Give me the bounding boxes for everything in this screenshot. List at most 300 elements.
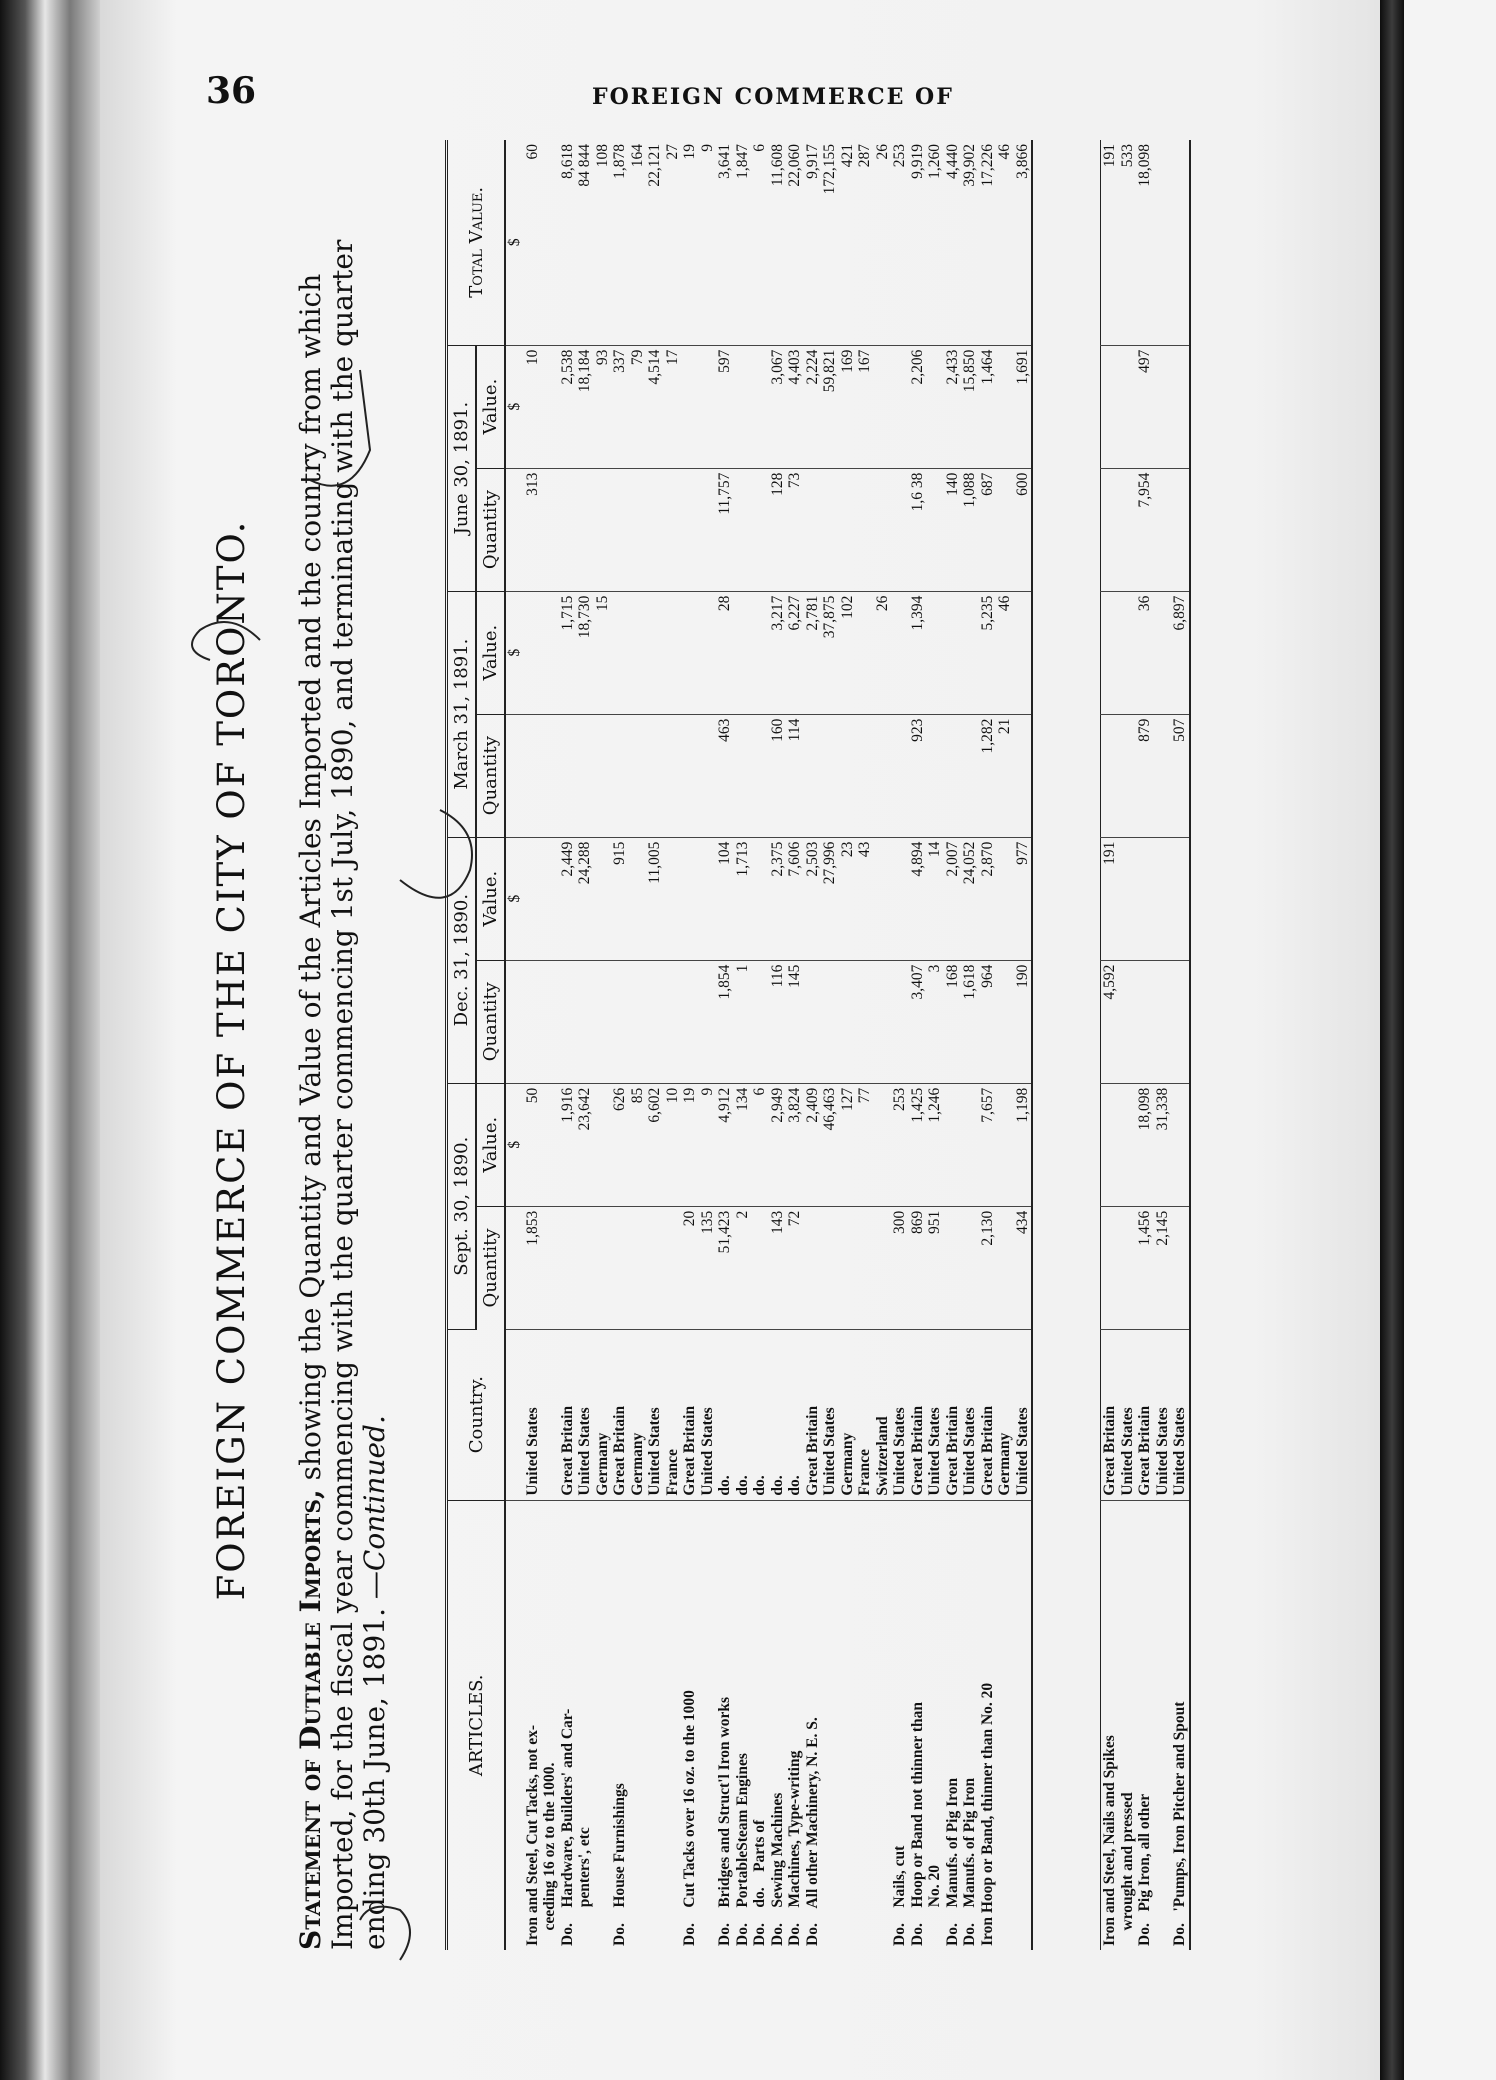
total-value-cell: 253 [891,140,909,345]
quantity-cell [734,714,752,837]
country-cell: United States [576,1329,594,1500]
table-row [541,140,559,1950]
total-value-cell: 19 [681,140,699,345]
quantity-cell [891,960,909,1083]
quantity-cell [734,468,752,591]
quantity-cell: 879 [1136,714,1154,837]
quantity-cell [664,1206,682,1329]
value-cell: 1,713 [734,837,752,960]
quantity-cell: 11,757 [716,468,734,591]
quantity-cell [804,1206,822,1329]
article-cell: Do. House Furnishings [611,1783,628,1946]
value-cell: 4,403 [786,345,804,468]
value-header: Value. [476,345,505,468]
article-cell: Do. Pig Iron, all other [1136,1793,1153,1946]
value-cell: 2,449 [559,837,577,960]
article-cell: Do. Manufs. of Pig Iron [943,1777,961,1946]
table-row [699,140,717,1950]
country-cell: Great Britain [944,1329,962,1500]
quantity-cell: 1,088 [961,468,979,591]
page-gutter [1380,0,1404,2080]
value-cell [944,1083,962,1206]
value-cell [1119,837,1137,960]
value-cell: 37,875 [821,591,839,714]
total-value-cell: 18,098 [1136,140,1154,345]
total-value-cell: 22,121 [646,140,664,345]
value-cell [699,345,717,468]
quantity-header: Quantity [476,468,505,591]
quantity-cell [874,468,892,591]
value-cell: 169 [839,345,857,468]
country-cell: United States [1154,1329,1172,1500]
value-cell [961,591,979,714]
value-header: Value. [476,837,505,960]
total-value-cell: 6 [751,140,769,345]
quantity-cell [681,714,699,837]
table-row [629,140,647,1950]
value-cell [681,345,699,468]
dollar-sign: $ [505,1083,524,1206]
quantity-cell [611,468,629,591]
quantity-cell [646,960,664,1083]
table-row [734,140,752,1950]
quantity-header: Quantity [476,960,505,1083]
quantity-cell: 434 [1014,1206,1033,1329]
country-cell: Great Britain [979,1329,997,1500]
total-value-cell: 533 [1119,140,1137,345]
article-cell: Do. Manufs. of Pig Iron [961,1777,978,1946]
table-row [979,140,997,1950]
value-cell [734,591,752,714]
value-cell: 134 [734,1083,752,1206]
statement-paragraph [295,150,391,1950]
value-cell [996,837,1014,960]
country-cell: United States [646,1329,664,1500]
quantity-cell [594,960,612,1083]
quantity-cell [1171,1206,1190,1329]
quantity-cell [1014,714,1033,837]
value-cell: 104 [716,837,734,960]
quantity-cell [751,468,769,591]
value-cell [856,591,874,714]
country-cell: United States [1014,1329,1033,1500]
quantity-cell [961,1206,979,1329]
quantity-cell [891,468,909,591]
country-cell: Great Britain [1101,1329,1119,1500]
value-cell: 11,005 [646,837,664,960]
quantity-cell [629,714,647,837]
value-cell: 2,206 [909,345,927,468]
value-cell [629,837,647,960]
quantity-cell [874,714,892,837]
article-cell: Do. 'Pumps, Iron Pitcher and Spout [1171,1701,1188,1946]
value-cell [891,591,909,714]
value-cell: 127 [839,1083,857,1206]
quantity-cell [751,960,769,1083]
table-row [576,140,594,1950]
article-cell [874,1500,892,1950]
value-cell: 77 [856,1083,874,1206]
value-cell [541,591,559,714]
total-value-cell: 9,917 [804,140,822,345]
quantity-cell: 1,853 [524,1206,542,1329]
article-cell [1014,1500,1033,1950]
table-row [594,140,612,1950]
value-cell: 7,606 [786,837,804,960]
value-cell: 23,642 [576,1083,594,1206]
value-cell: 18,098 [1136,1083,1154,1206]
country-cell: do. [769,1329,787,1500]
total-value-cell: 1,847 [734,140,752,345]
value-cell [629,591,647,714]
quantity-cell: 3 [926,960,944,1083]
quantity-cell: 869 [909,1206,927,1329]
quantity-cell [1119,468,1137,591]
quantity-cell [559,1206,577,1329]
quantity-cell: 600 [1014,468,1033,591]
country-cell: Great Britain [804,1329,822,1500]
country-cell: do. [716,1329,734,1500]
article-cell: Do. Nails, cut [891,1845,908,1946]
quantity-cell: 20 [681,1206,699,1329]
table-row [891,140,909,1950]
quantity-cell [699,468,717,591]
quantity-cell: 687 [979,468,997,591]
quantity-cell [821,960,839,1083]
value-cell [1101,591,1119,714]
total-value-cell: 27 [664,140,682,345]
quantity-cell [926,714,944,837]
table-row [1171,140,1190,1950]
quantity-cell: 72 [786,1206,804,1329]
value-cell: 85 [629,1083,647,1206]
value-cell: 4,912 [716,1083,734,1206]
total-value-cell: 287 [856,140,874,345]
article-cell [629,1500,647,1950]
table-row [804,140,822,1950]
quantity-cell [629,1206,647,1329]
country-cell: United States [926,1329,944,1500]
quantity-cell [1101,1206,1119,1329]
country-cell: Germany [629,1329,647,1500]
quantity-cell: 73 [786,468,804,591]
quantity-cell [559,468,577,591]
quantity-cell: 114 [786,714,804,837]
total-value-cell: 4,440 [944,140,962,345]
value-cell: 6,897 [1171,591,1190,714]
country-cell: Great Britain [611,1329,629,1500]
value-cell [594,837,612,960]
quantity-cell [839,714,857,837]
statement-lead: Statement of Dutiable Imports, [294,1489,327,1950]
total-header: Total Value. [447,140,506,345]
quantity-cell [681,960,699,1083]
article-cell: Do. Machines, Type-writing [786,1750,803,1946]
quantity-cell [856,468,874,591]
article-cell: Iron Hoop or Band, thinner than No. 20 [978,1682,996,1946]
dollar-sign: $ [505,591,524,714]
value-cell [1154,837,1172,960]
quantity-cell [524,960,542,1083]
quantity-cell [629,960,647,1083]
quantity-cell [996,468,1014,591]
country-cell: Germany [839,1329,857,1500]
value-cell: 9 [699,1083,717,1206]
value-cell [681,837,699,960]
quantity-cell: 923 [909,714,927,837]
value-cell: 31,338 [1154,1083,1172,1206]
quantity-cell [541,468,559,591]
total-value-cell: 46 [996,140,1014,345]
value-cell [751,591,769,714]
quantity-cell: 951 [926,1206,944,1329]
value-cell: 4,514 [646,345,664,468]
country-cell: Germany [996,1329,1014,1500]
value-cell [699,837,717,960]
quantity-cell [821,714,839,837]
article-cell [856,1500,874,1950]
dollar-sign: $ [505,345,524,468]
article-cell: No. 20 [926,1865,943,1946]
quantity-cell [839,960,857,1083]
table-row [769,140,787,1950]
quantity-cell: 1,456 [1136,1206,1154,1329]
value-cell: 18,184 [576,345,594,468]
quantity-cell [576,714,594,837]
value-cell: 26 [874,591,892,714]
quarter-header: March 31, 1891. [447,591,477,837]
article-cell: Do. Hoop or Band not thinner than [908,1701,926,1946]
value-cell [646,591,664,714]
value-cell [664,837,682,960]
quantity-cell [699,960,717,1083]
value-cell: 1,425 [909,1083,927,1206]
total-value-cell: 11,608 [769,140,787,345]
quantity-cell: 313 [524,468,542,591]
value-cell: 23 [839,837,857,960]
book-page [100,0,1380,2080]
total-value-cell: 60 [524,140,542,345]
article-cell: Do. All other Machinery, N. E. S. [803,1717,821,1946]
statement-continued: —Continued. [358,1415,391,1600]
value-cell [1119,591,1137,714]
quantity-header: Quantity [476,714,505,837]
value-cell: 1,916 [559,1083,577,1206]
total-value-cell: 26 [874,140,892,345]
quantity-cell: 190 [1014,960,1033,1083]
total-value-cell: 164 [629,140,647,345]
quantity-cell: 1 [734,960,752,1083]
quantity-cell [594,468,612,591]
value-cell: 253 [891,1083,909,1206]
table-row [611,140,629,1950]
article-cell [646,1500,664,1950]
value-cell [1014,591,1033,714]
value-cell: 6,227 [786,591,804,714]
value-cell: 2,781 [804,591,822,714]
article-cell: Do. Cut Tacks over 16 oz. to the 1000 [681,1690,698,1946]
value-cell: 15 [594,591,612,714]
table-row [1014,140,1033,1950]
quantity-cell: 463 [716,714,734,837]
value-cell [594,1083,612,1206]
value-cell [891,345,909,468]
country-cell: United States [524,1329,542,1500]
total-value-cell: 9 [699,140,717,345]
article-cell [839,1500,857,1950]
value-cell: 27,996 [821,837,839,960]
quantity-cell: 300 [891,1206,909,1329]
article-cell [1154,1500,1172,1950]
value-cell [1171,837,1190,960]
quantity-cell [804,468,822,591]
book-binding [0,0,100,2080]
article-cell: Do. Sewing Machines [768,1792,786,1946]
table-row [751,140,769,1950]
value-cell [961,1083,979,1206]
value-cell [926,591,944,714]
quantity-cell [629,468,647,591]
quantity-cell [576,1206,594,1329]
imports-table [445,140,1033,1950]
country-cell: France [664,1329,682,1500]
country-cell: Switzerland [874,1329,892,1500]
quantity-cell [944,714,962,837]
table-row [961,140,979,1950]
value-cell: 1,198 [1014,1083,1033,1206]
value-cell: 167 [856,345,874,468]
value-cell: 2,949 [769,1083,787,1206]
value-cell: 10 [524,345,542,468]
quantity-cell [1101,714,1119,837]
article-cell: penters', etc [576,1827,593,1946]
article-cell: Iron and Steel, Nails and Spikes [1101,1735,1118,1946]
quantity-cell [1119,1206,1137,1329]
article-cell [699,1500,717,1950]
value-cell: 5,235 [979,591,997,714]
table-row [786,140,804,1950]
value-cell: 4,894 [909,837,927,960]
quantity-cell [874,960,892,1083]
value-cell: 6,602 [646,1083,664,1206]
table-row [559,140,577,1950]
quantity-cell [944,1206,962,1329]
value-header: Value. [476,1083,505,1206]
total-value-cell: 9,919 [909,140,927,345]
value-cell [1171,1083,1190,1206]
value-cell: 2,538 [559,345,577,468]
quantity-cell [1154,468,1172,591]
total-value-cell: 3,641 [716,140,734,345]
quarter-header: Dec. 31, 1890. [447,837,477,1083]
total-value-cell: 22,060 [786,140,804,345]
dollar-row [505,140,524,1950]
value-cell: 497 [1136,345,1154,468]
value-cell: 46 [996,591,1014,714]
quantity-cell [961,714,979,837]
country-cell: United States [961,1329,979,1500]
country-header: Country. [447,1329,506,1500]
total-value-cell: 3,866 [1014,140,1033,345]
quantity-cell [611,960,629,1083]
value-cell [681,591,699,714]
quantity-cell [839,1206,857,1329]
quantity-cell [821,468,839,591]
article-cell: Do. Hardware, Builders' and Car- [558,1708,576,1946]
value-cell: 15,850 [961,345,979,468]
quantity-cell [576,960,594,1083]
value-cell: 17 [664,345,682,468]
quantity-cell [1136,960,1154,1083]
value-cell: 597 [716,345,734,468]
table-row [1101,140,1119,1950]
value-cell: 28 [716,591,734,714]
total-value-cell: 39,902 [961,140,979,345]
quantity-cell [1101,468,1119,591]
table-row [996,140,1014,1950]
country-cell: Great Britain [559,1329,577,1500]
value-cell: 2,870 [979,837,997,960]
article-cell: Do. Bridges and Struct'l Iron works [716,1696,733,1946]
quantity-cell [559,714,577,837]
value-cell [874,1083,892,1206]
value-cell [524,837,542,960]
country-cell: do. [734,1329,752,1500]
quantity-cell [926,468,944,591]
quantity-cell [646,714,664,837]
value-cell [524,591,542,714]
quantity-cell: 1,854 [716,960,734,1083]
value-cell: 102 [839,591,857,714]
article-cell [594,1500,612,1950]
value-cell: 24,052 [961,837,979,960]
table-row [839,140,857,1950]
table-row [1119,140,1137,1950]
value-cell: 2,409 [804,1083,822,1206]
quantity-cell [611,714,629,837]
value-cell [1101,345,1119,468]
quantity-cell: 143 [769,1206,787,1329]
value-cell [874,345,892,468]
value-cell: 59,821 [821,345,839,468]
country-cell: United States [891,1329,909,1500]
country-cell: United States [699,1329,717,1500]
total-value-cell: 421 [839,140,857,345]
value-cell: 3,824 [786,1083,804,1206]
value-cell: 977 [1014,837,1033,960]
article-cell [821,1500,839,1950]
table-row [909,140,927,1950]
quantity-cell: 2 [734,1206,752,1329]
value-cell: 24,288 [576,837,594,960]
country-cell: Great Britain [1136,1329,1154,1500]
running-head: FOREIGN COMMERCE OF [592,84,954,110]
article-cell: wrought and pressed [1118,1792,1136,1946]
quantity-cell: 160 [769,714,787,837]
value-cell: 36 [1136,591,1154,714]
quantity-cell [996,960,1014,1083]
value-cell [891,837,909,960]
total-value-cell [1154,140,1172,345]
articles-header: ARTICLES. [447,1500,506,1950]
value-cell [1119,1083,1137,1206]
quantity-cell [681,468,699,591]
quantity-cell: 7,954 [1136,468,1154,591]
quantity-cell [611,1206,629,1329]
quantity-cell [541,714,559,837]
country-cell [541,1329,559,1500]
quantity-cell [1171,960,1190,1083]
